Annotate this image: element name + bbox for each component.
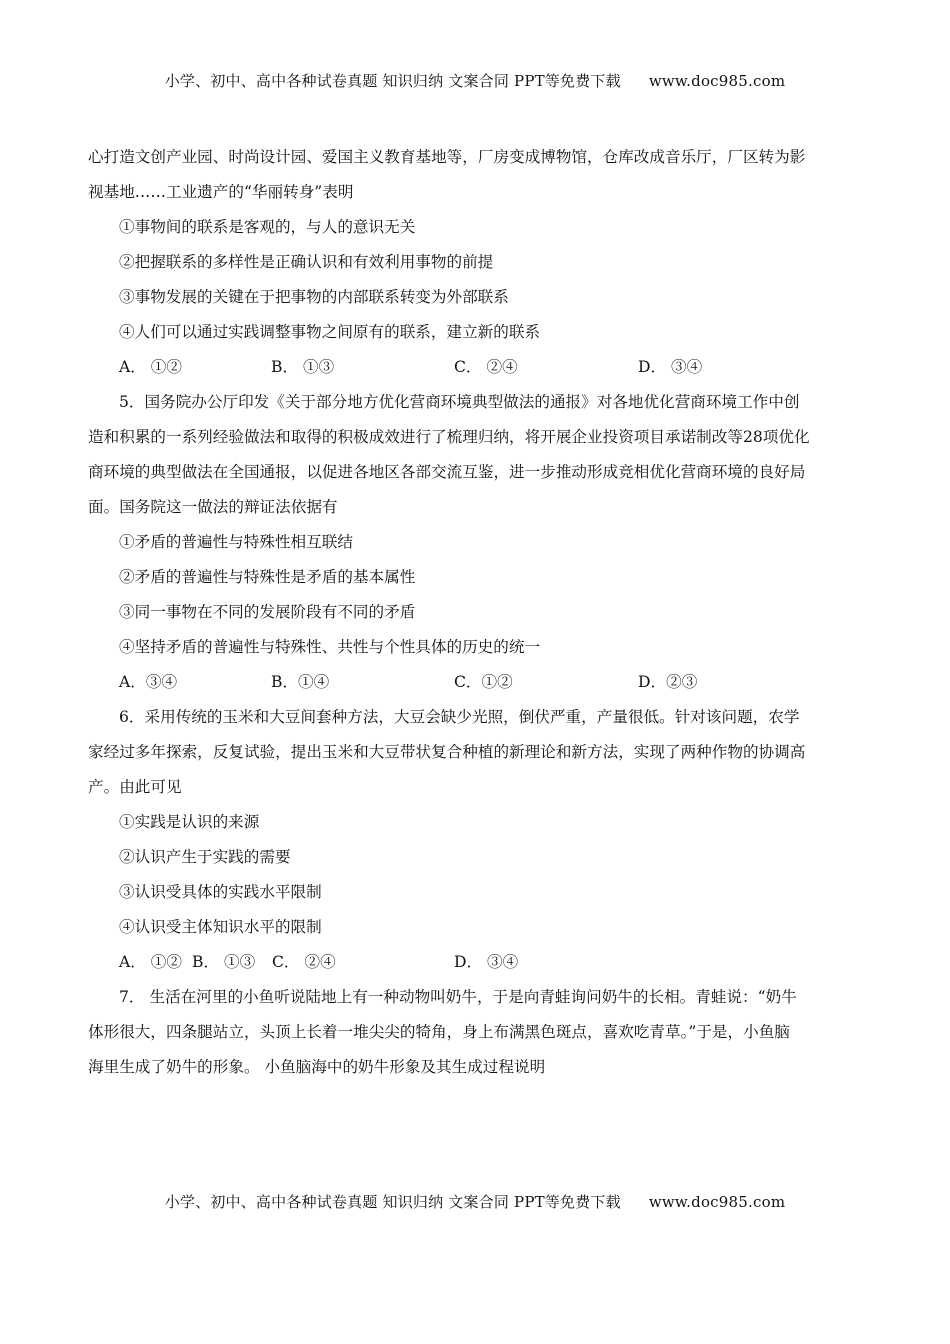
- q5-statement: ③同一事物在不同的发展阶段有不同的矛盾: [119, 603, 416, 621]
- page-footer: [0, 1191, 950, 1212]
- q5-stem-line: 面。国务院这一做法的辩证法依据有: [88, 498, 338, 516]
- q6-option-a: A． ①②: [119, 953, 182, 971]
- q5-statement: ①矛盾的普遍性与特殊性相互联结: [119, 533, 353, 551]
- q4-statement: ③事物发展的关键在于把事物的内部联系转变为外部联系: [119, 288, 509, 306]
- q4-option-d: D． ③④: [638, 358, 703, 376]
- q6-stem-line: 产。由此可见: [88, 778, 182, 796]
- q5-option-b: B．①④: [271, 673, 330, 691]
- q5-option-a: A．③④: [119, 673, 178, 691]
- q4-option-a: A． ①②: [119, 358, 182, 376]
- q4-options: [88, 350, 864, 385]
- document-body: [88, 140, 864, 1085]
- q5-options: [88, 665, 864, 700]
- q4-statement: ①事物间的联系是客观的，与人的意识无关: [119, 218, 416, 236]
- q4-option-c: C． ②④: [454, 358, 518, 376]
- q6-statement: ①实践是认识的来源: [119, 813, 260, 831]
- q5-option-c: C．①②: [454, 673, 513, 691]
- q6-stem-line: 6．采用传统的玉米和大豆间套种方法，大豆会缺少光照，倒伏严重，产量很低。针对该问题，农学: [119, 708, 800, 726]
- q4-statement: ④人们可以通过实践调整事物之间原有的联系，建立新的联系: [119, 323, 541, 341]
- header-text: 小学、初中、高中各种试卷真题 知识归纳 文案合同 PPT等免费下载: [164, 72, 621, 90]
- q7-stem-line: 海里生成了奶牛的形象。 小鱼脑海中的奶牛形象及其生成过程说明: [88, 1058, 546, 1076]
- q4-stem-line: 心打造文创产业园、时尚设计园、爱国主义教育基地等，厂房变成博物馆，仓库改成音乐厅，厂区转为影: [88, 148, 806, 166]
- q4-option-b: B． ①③: [271, 358, 335, 376]
- q5-stem-line: 5．国务院办公厅印发《关于部分地方优化营商环境典型做法的通报》对各地优化营商环境工作中创: [119, 393, 800, 411]
- q6-option-b: B． ①③: [192, 953, 256, 971]
- q6-option-c: C． ②④: [272, 953, 336, 971]
- q5-stem-line: 造和积累的一系列经验做法和取得的积极成效进行了梳理归纳，将开展企业投资项目承诺制改等28项优化: [88, 428, 810, 446]
- q6-options: [88, 945, 864, 980]
- q6-statement: ③认识受具体的实践水平限制: [119, 883, 322, 901]
- footer-text: 小学、初中、高中各种试卷真题 知识归纳 文案合同 PPT等免费下载: [164, 1193, 621, 1211]
- q5-statement: ④坚持矛盾的普遍性与特殊性、共性与个性具体的历史的统一: [119, 638, 541, 656]
- q5-statement: ②矛盾的普遍性与特殊性是矛盾的基本属性: [119, 568, 416, 586]
- q4-statement: ②把握联系的多样性是正确认识和有效利用事物的前提: [119, 253, 494, 271]
- q6-option-d: D． ③④: [454, 953, 519, 971]
- q5-option-d: D．②③: [638, 673, 698, 691]
- page-header: [0, 70, 950, 91]
- q7-stem-line: 体形很大，四条腿站立，头顶上长着一堆尖尖的犄角，身上布满黑色斑点，喜欢吃青草。”于是，小鱼脑: [88, 1023, 790, 1041]
- q5-stem-line: 商环境的典型做法在全国通报，以促进各地区各部交流互鉴，进一步推动形成竞相优化营商环境的良好局: [88, 463, 806, 481]
- q4-stem-line: 视基地……工业遗产的“华丽转身”表明: [88, 183, 354, 201]
- q7-stem-line: 7． 生活在河里的小鱼听说陆地上有一种动物叫奶牛，于是向青蛙询问奶牛的长相。青蛙说：“奶牛: [119, 988, 797, 1006]
- header-url: www.doc985.com: [648, 72, 786, 90]
- q6-statement: ④认识受主体知识水平的限制: [119, 918, 322, 936]
- q6-statement: ②认识产生于实践的需要: [119, 848, 291, 866]
- footer-url: www.doc985.com: [648, 1193, 786, 1211]
- q6-stem-line: 家经过多年探索，反复试验，提出玉米和大豆带状复合种植的新理论和新方法，实现了两种作物的协调高: [88, 743, 806, 761]
